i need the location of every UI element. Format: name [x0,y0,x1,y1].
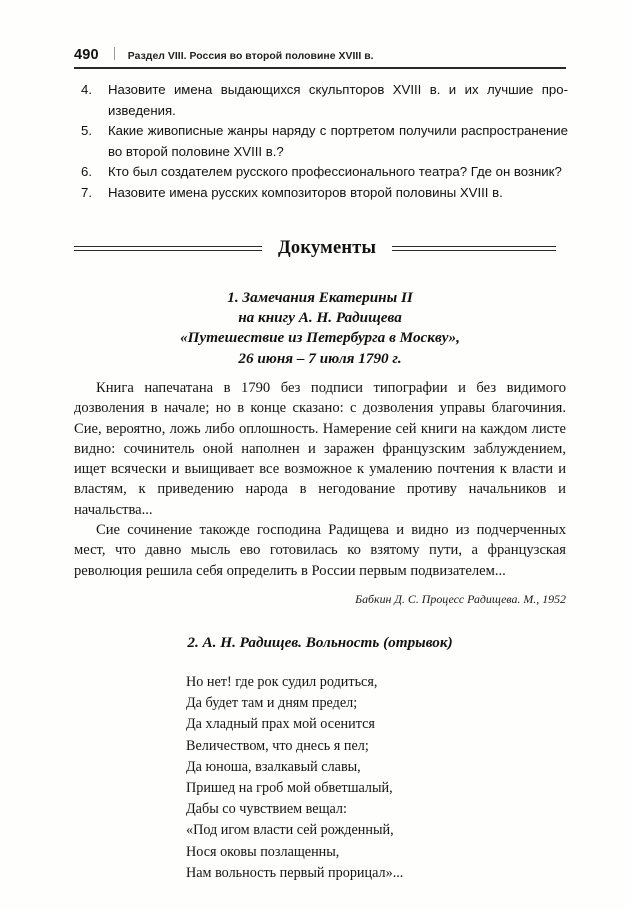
question-number: 7. [81,184,92,200]
poem-line: Нося оковы позлащенны, [186,843,340,860]
poem-line: Да будет там и дням предел; [186,695,358,712]
poem-line: Но нет! где рок судил родиться, [186,674,378,690]
poem-line: «Под игом власти сей рожденный, [186,822,394,839]
question-number: 6. [81,164,92,180]
running-head [74,46,566,63]
paragraph: Книга напечатана в 1790 без подписи типографии и без видимого дозволения в начале; но в конце сказано: с дозволения управы благочиния. Сие, вероятно, ложь либо оплошность. Намерение сей книги на каждом листе видно: сочинитель оной наполнен и заражен французским заблуждением, ищет всячески и выищивает все возможное к умалению почтения к власти и властям, к приведению народа в негодование противу начальников и начальства... [74,380,566,518]
page-number: 490 [74,47,99,63]
question-text: Какие живописные жанры наряду с портретом получили распространение во второй половине XVIII в.? [108,123,568,159]
document1-source: Бабкин Д. С. Процесс Радищева. М., 1952 [355,592,566,606]
document1-title-line: 1. Замечания Екатерины II [227,289,413,306]
list-item [74,121,568,162]
question-text: Назовите имена выдающихся скульпторов XVIII в. и их лучшие произведения. [108,82,568,118]
poem-block [186,672,506,884]
document2-title: 2. А. Н. Радищев. Вольность (отрывок) [187,634,453,651]
question-number: 4. [81,82,92,97]
section-title: Раздел VIII. Россия во второй половине XVIII в. [127,51,374,62]
list-item [74,162,568,183]
list-item [74,183,568,204]
divider-rule-right [392,246,556,251]
poem-line: Дабы со чувствием вещал: [186,801,347,818]
paragraph: Сие сочинение такожде господина Радищева и видно из подчерченных мест, что давно мысль ево готовилась ко взятому пути, а французская революция решила себя определить в России первым подвизателем... [74,522,566,579]
document1-title-line: «Путешествие из Петербурга в Москву», [180,329,460,347]
documents-heading: Документы [278,238,377,258]
document1-title-line: на книгу А. Н. Радищева [238,309,402,327]
poem-line: Нам вольность первый прорицал»... [186,864,404,881]
document1-body [74,378,566,581]
header-separator-icon [114,47,115,60]
header-rule [74,67,566,69]
documents-divider [74,238,556,259]
question-text: Кто был создателем русского профессионального театра? Где он возник? [108,164,562,180]
document1-title [74,288,566,369]
document1-title-line: 26 июня – 7 июля 1790 г. [238,349,402,367]
question-number: 5. [81,123,92,139]
poem-line: Да хладный прах мой осенится [186,716,375,733]
divider-rule-left [74,246,262,251]
poem-line: Да юноша, взалкавый славы, [186,758,361,775]
poem-line: Пришед на гроб мой обветшалый, [186,780,393,797]
question-text: Назовите имена русских композиторов второй половины XVIII в. [108,184,503,200]
poem-line: Величеством, что днесь я пел; [186,737,369,754]
question-list [74,80,568,204]
list-item [74,80,568,121]
